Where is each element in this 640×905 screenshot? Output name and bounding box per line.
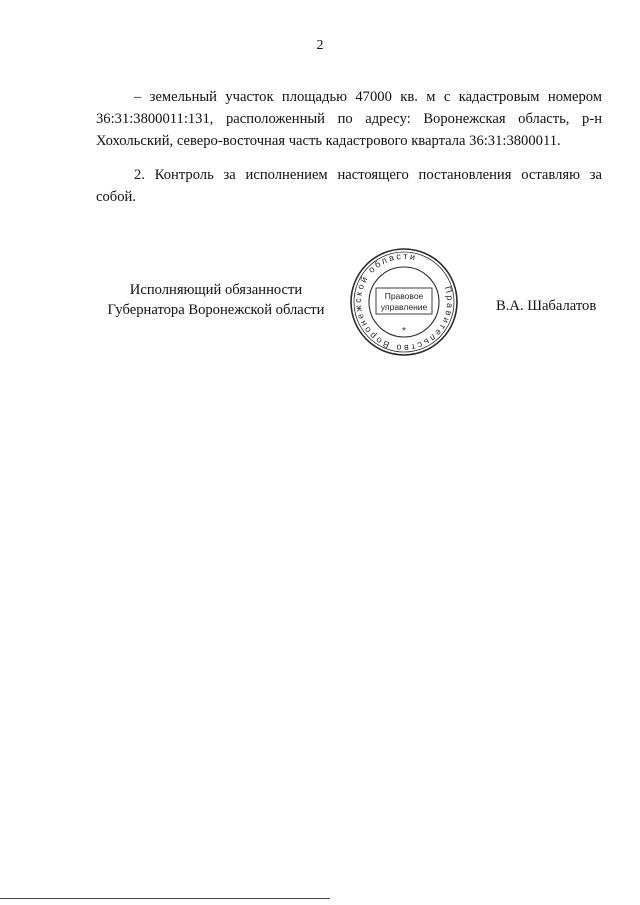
signatory-title-line-2: Губернатора Воронежской области — [107, 302, 325, 318]
page-number: 2 — [316, 38, 324, 53]
body-paragraph-2: 2. Контроль за исполнением настоящего постановления оставляю за собой. — [96, 166, 602, 205]
official-stamp — [348, 246, 460, 358]
signatory-title — [96, 280, 336, 320]
signatory-title-line-1: Исполняющий обязанности — [129, 282, 303, 298]
stamp-inner-line-2: управление — [380, 302, 428, 312]
stamp-outer-text: Правительство Воронежской области — [352, 250, 456, 354]
stamp-star: * — [402, 326, 406, 337]
footer-rule — [0, 898, 330, 899]
signatory-name: В.А. Шабалатов — [496, 298, 597, 314]
stamp-inner-line-1: Правовое — [384, 291, 424, 301]
body-paragraph-1: – земельный участок площадью 47000 кв. м с кадастровым номером 36:31:3800011:131, расположенный по адресу: Воронежская область, р-н Хохольский, северо-восточная часть кадастрового квартала 36:31:3800011. — [96, 88, 602, 149]
